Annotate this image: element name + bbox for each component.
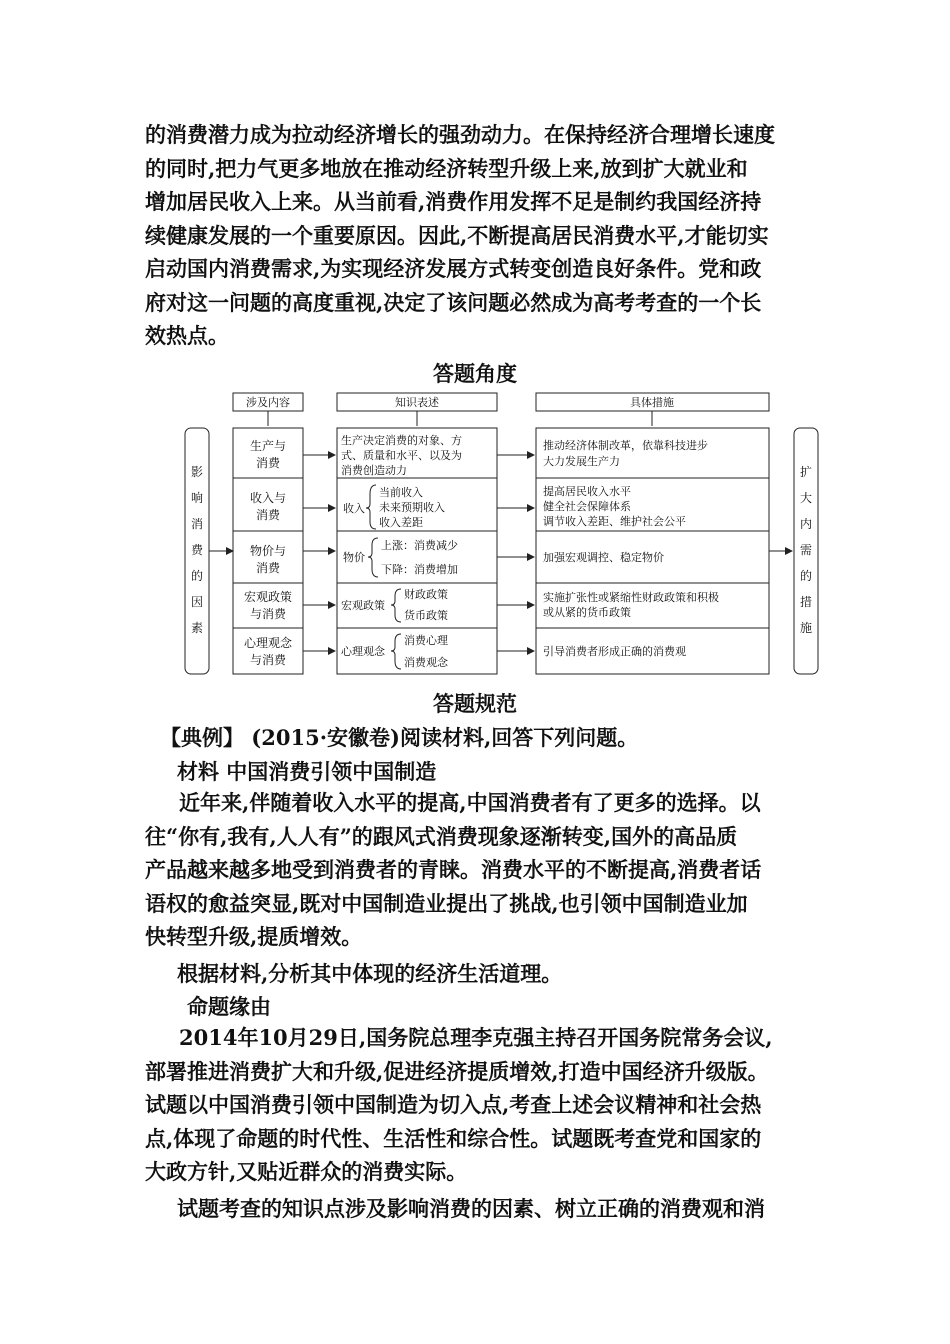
svg-text:提高居民收入水平: 提高居民收入水平 <box>543 485 631 498</box>
svg-text:素: 素 <box>190 621 204 635</box>
svg-text:扩: 扩 <box>799 465 813 479</box>
svg-text:推动经济体制改革，依靠科技进步: 推动经济体制改革，依靠科技进步 <box>543 439 708 452</box>
svg-text:上涨：消费减少: 上涨：消费减少 <box>381 539 458 552</box>
svg-text:物价与: 物价与 <box>249 544 287 558</box>
last-line: 试题考查的知识点涉及影响消费的因素、树立正确的消费观和消 <box>177 1196 765 1221</box>
column-header-content <box>233 393 303 411</box>
intro-paragraph <box>145 118 810 353</box>
section-title-answer-angle: 答题角度 <box>433 361 517 386</box>
svg-text:措: 措 <box>799 595 813 609</box>
svg-text:宏观政策: 宏观政策 <box>341 599 385 612</box>
svg-text:与消费: 与消费 <box>249 607 287 621</box>
svg-text:消费创造动力: 消费创造动力 <box>341 464 407 477</box>
svg-text:收入: 收入 <box>343 502 365 515</box>
text-line: 增加居民收入上来。从当前看,消费作用发挥不足是制约我国经济持 <box>145 189 762 214</box>
text-line: 产品越来越多地受到消费者的青睐。消费水平的不断提高,消费者话 <box>145 857 762 882</box>
svg-text:生产决定消费的对象、方: 生产决定消费的对象、方 <box>341 434 462 447</box>
column-header-measures <box>536 393 769 411</box>
svg-text:的: 的 <box>799 569 813 583</box>
text-line: 语权的愈益突显,既对中国制造业提出了挑战,也引领中国制造业加 <box>145 890 748 916</box>
svg-text:加强宏观调控、稳定物价: 加强宏观调控、稳定物价 <box>543 551 664 564</box>
text-line: 的消费潜力成为拉动经济增长的强劲动力。在保持经济合理增长速度 <box>145 122 775 147</box>
svg-text:的: 的 <box>190 569 204 583</box>
svg-text:知识表述: 知识表述 <box>395 396 439 409</box>
svg-text:生产与: 生产与 <box>249 439 287 453</box>
svg-text:消费: 消费 <box>255 561 281 575</box>
svg-text:收入与: 收入与 <box>249 491 287 505</box>
svg-text:未来预期收入: 未来预期收入 <box>379 501 445 514</box>
diagram-row-price <box>250 538 664 577</box>
svg-text:需: 需 <box>799 543 813 557</box>
diagram-row-macro-policy <box>244 587 719 622</box>
text-line: 部署推进消费扩大和升级,促进经济提质增效,打造中国经济升级版。 <box>145 1058 769 1084</box>
svg-text:物价: 物价 <box>343 551 365 564</box>
svg-text:消: 消 <box>190 517 204 531</box>
left-label-influencing-factors <box>185 428 209 674</box>
right-label-expand-demand-measures <box>794 428 818 674</box>
svg-text:健全社会保障体系: 健全社会保障体系 <box>543 500 631 513</box>
svg-text:大: 大 <box>799 491 813 505</box>
svg-text:消费: 消费 <box>255 456 281 470</box>
svg-text:调节收入差距、维护社会公平: 调节收入差距、维护社会公平 <box>543 515 686 528</box>
svg-text:内: 内 <box>799 517 813 531</box>
svg-text:或从紧的货币政策: 或从紧的货币政策 <box>543 606 631 619</box>
text-line: 启动国内消费需求,为实现经济发展方式转变创造良好条件。党和政 <box>145 256 762 281</box>
material-paragraph <box>145 786 810 954</box>
text-line: 效热点。 <box>145 323 229 348</box>
reason-paragraph <box>145 1021 810 1189</box>
column-header-knowledge <box>337 393 497 411</box>
svg-text:收入差距: 收入差距 <box>379 516 423 529</box>
svg-text:消费观念: 消费观念 <box>404 656 448 669</box>
text-line: 试题以中国消费引领中国制造为切入点,考查上述会议精神和社会热 <box>145 1092 762 1117</box>
text-line: 的同时,把力气更多地放在推动经济转型升级上来,放到扩大就业和 <box>145 155 748 181</box>
svg-text:财政政策: 财政政策 <box>404 588 448 601</box>
reason-title: 命题缘由 <box>187 994 271 1019</box>
svg-text:下降：消费增加: 下降：消费增加 <box>381 563 458 576</box>
svg-text:式、质量和水平、以及为: 式、质量和水平、以及为 <box>341 449 462 462</box>
text-line: 点,体现了命题的时代性、生活性和综合性。试题既考查党和国家的 <box>145 1125 762 1151</box>
svg-text:施: 施 <box>799 621 813 635</box>
text-line: 往“你有,我有,人人有”的跟风式消费现象逐渐转变,国外的高品质 <box>145 823 738 849</box>
svg-text:心理观念: 心理观念 <box>341 645 385 658</box>
svg-text:与消费: 与消费 <box>249 653 287 667</box>
svg-text:货币政策: 货币政策 <box>404 609 448 622</box>
svg-text:实施扩张性或紧缩性财政政策和积极: 实施扩张性或紧缩性财政政策和积极 <box>543 591 719 604</box>
svg-text:响: 响 <box>190 491 204 505</box>
svg-text:宏观政策: 宏观政策 <box>243 590 293 604</box>
svg-text:具体措施: 具体措施 <box>630 396 674 409</box>
text-line: 府对这一问题的高度重视,决定了该问题必然成为高考考查的一个长 <box>145 289 762 315</box>
diagram-row-psychology <box>244 633 686 669</box>
diagram-row-production <box>250 433 708 477</box>
svg-text:消费心理: 消费心理 <box>404 634 448 647</box>
svg-text:当前收入: 当前收入 <box>379 486 423 499</box>
question-line: 根据材料,分析其中体现的经济生活道理。 <box>177 961 563 986</box>
text-line: 近年来,伴随着收入水平的提高,中国消费者有了更多的选择。以 <box>179 790 761 815</box>
diagram-row-income <box>250 484 686 529</box>
text-line: 2014年10月29日,国务院总理李克强主持召开国务院常务会议, <box>179 1025 773 1050</box>
flow-diagram <box>183 391 821 677</box>
svg-text:涉及内容: 涉及内容 <box>246 396 290 409</box>
svg-text:消费: 消费 <box>255 508 281 522</box>
svg-text:费: 费 <box>190 543 204 557</box>
svg-text:影: 影 <box>190 465 204 479</box>
svg-text:大力发展生产力: 大力发展生产力 <box>543 455 620 468</box>
text-line: 大政方针,又贴近群众的消费实际。 <box>145 1159 468 1184</box>
svg-text:心理观念: 心理观念 <box>243 636 293 650</box>
section-title-answer-norms: 答题规范 <box>433 691 517 716</box>
example-line: 【典例】 (2015·安徽卷)阅读材料,回答下列问题。 <box>160 725 639 750</box>
text-line: 快转型升级,提质增效。 <box>145 924 363 949</box>
text-line: 续健康发展的一个重要原因。因此,不断提高居民消费水平,才能切实 <box>145 222 769 248</box>
svg-text:因: 因 <box>190 595 204 609</box>
material-title: 材料 中国消费引领中国制造 <box>177 759 437 784</box>
svg-text:引导消费者形成正确的消费观: 引导消费者形成正确的消费观 <box>543 645 686 658</box>
